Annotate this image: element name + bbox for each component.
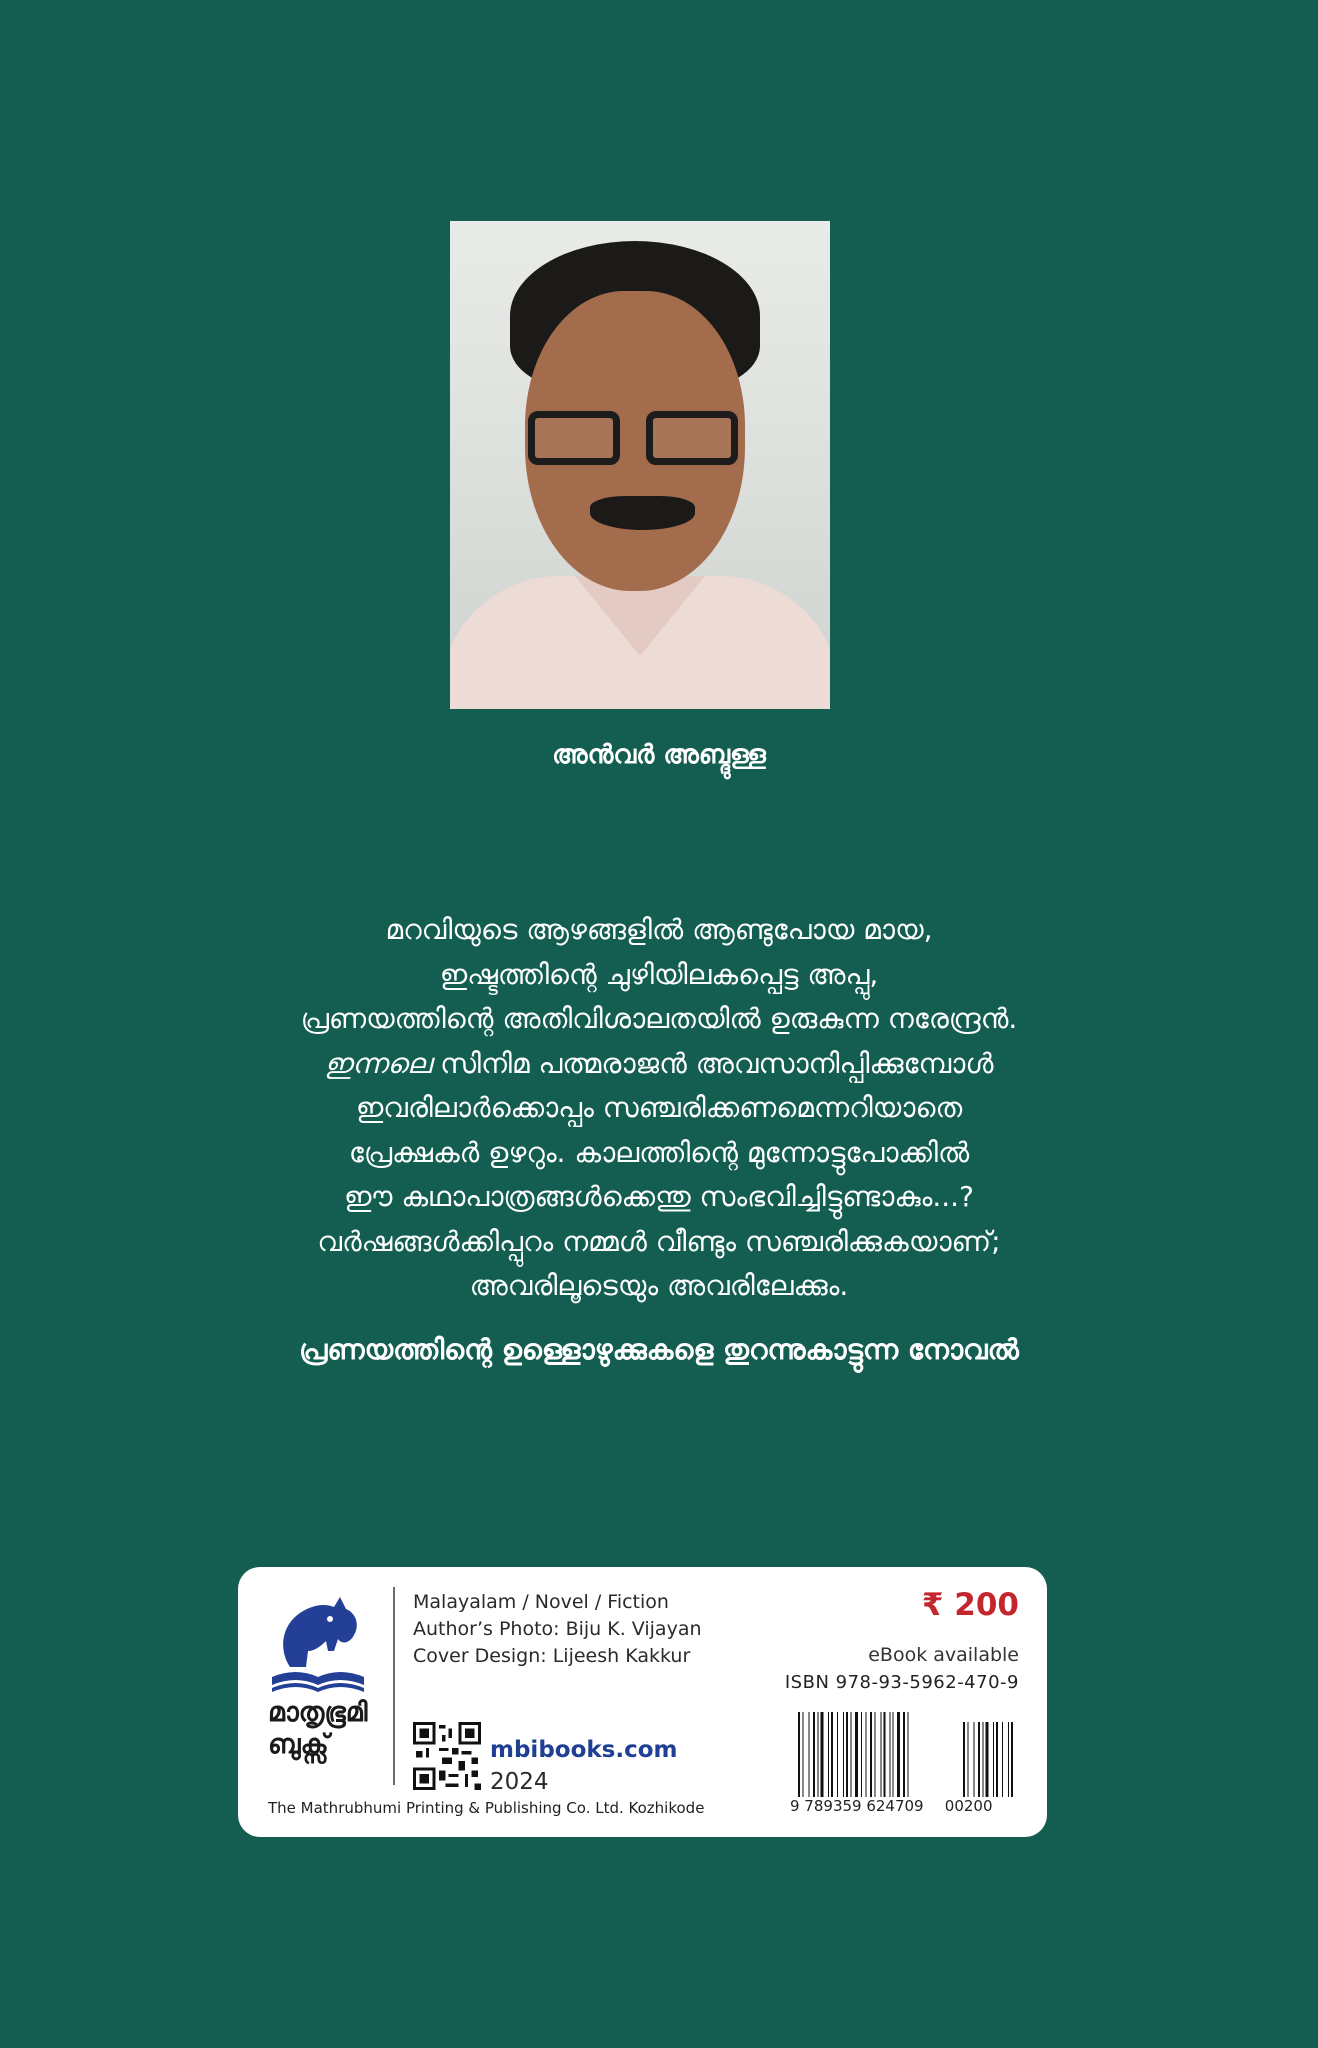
blurb-line: ഈ കഥാപാത്രങ്ങൾക്കെന്തു സംഭവിച്ചിട്ടുണ്ടാകും...? xyxy=(344,1180,974,1213)
price: ₹ 200 xyxy=(921,1587,1019,1623)
logo-line: മാതൃഭൂമി xyxy=(268,1697,368,1728)
barcode-bar xyxy=(875,1712,876,1797)
barcode-bar xyxy=(803,1712,804,1797)
barcode-bar xyxy=(908,1712,909,1797)
barcode-bar xyxy=(897,1712,900,1797)
photo-glasses xyxy=(528,411,748,467)
barcode-bar xyxy=(968,1722,969,1797)
barcode-bar xyxy=(1008,1722,1009,1797)
barcode-bar xyxy=(818,1712,819,1797)
barcode-bar xyxy=(993,1722,994,1797)
barcode-bar xyxy=(798,1712,800,1797)
barcode-bar xyxy=(846,1712,848,1797)
barcode-bar xyxy=(837,1712,838,1797)
blurb xyxy=(0,908,1318,1309)
book-category: Malayalam / Novel / Fiction xyxy=(413,1591,669,1613)
publisher-name: The Mathrubhumi Printing & Publishing Co. Ltd. Kozhikode xyxy=(268,1799,705,1817)
blurb-line: പ്രേക്ഷകർ ഉഴറും. കാലത്തിന്റെ മുന്നോട്ടുപോക്കിൽ xyxy=(348,1135,970,1169)
blurb-line: പ്രണയത്തിന്റെ അതിവിശാലതയിൽ ഉരുകുന്ന നരേന്ദ്രൻ. xyxy=(300,1002,1018,1035)
author-name: അൻവർ അബ്ദുള്ള xyxy=(552,740,766,770)
elephant-book-logo-icon xyxy=(268,1589,368,1699)
barcode-bar xyxy=(843,1712,844,1797)
barcode-bar xyxy=(890,1712,891,1797)
barcode-bar xyxy=(855,1712,858,1797)
barcode-bar xyxy=(870,1712,872,1797)
publisher-panel xyxy=(238,1567,1047,1837)
isbn: ISBN 978-93-5962-470-9 xyxy=(784,1672,1019,1693)
barcode-bar xyxy=(828,1712,829,1797)
blurb-line: ഇവരിലാർക്കൊപ്പം സഞ്ചരിക്കണമെന്നറിയാതെ xyxy=(355,1091,963,1124)
blurb-line-rest: സിനിമ പത്മരാജൻ അവസാനിപ്പിക്കുമ്പോൾ xyxy=(431,1046,994,1080)
barcode-icon xyxy=(798,1712,1018,1797)
barcode-bar xyxy=(974,1722,975,1797)
qr-code-icon[interactable] xyxy=(413,1722,481,1790)
barcode-bar xyxy=(903,1712,905,1797)
barcode-bar xyxy=(996,1722,998,1797)
glasses-lens-right xyxy=(646,411,738,465)
barcode-numbers xyxy=(790,1797,993,1815)
publisher-logo-text xyxy=(268,1697,388,1761)
barcode-bar xyxy=(978,1722,980,1797)
barcode-bar xyxy=(813,1712,815,1797)
barcode-bar xyxy=(983,1722,984,1797)
barcode-bar xyxy=(881,1712,882,1797)
blurb-line xyxy=(0,1042,1318,1087)
barcode-bar xyxy=(866,1712,867,1797)
barcode-bar xyxy=(986,1722,989,1797)
barcode-bar xyxy=(821,1712,824,1797)
blurb-line: ഇഷ്ടത്തിന്റെ ചുഴിയിലകപ്പെട്ട അപ്പു, xyxy=(439,957,879,991)
barcode-bar xyxy=(831,1712,833,1797)
barcode-bar xyxy=(893,1712,894,1797)
blurb-line: അവരിലൂടെയും അവരിലേക്കും. xyxy=(469,1269,849,1302)
glasses-lens-left xyxy=(528,411,620,465)
barcode-bar xyxy=(1011,1722,1013,1797)
ebook-note: eBook available xyxy=(868,1644,1019,1666)
barcode-addon-number: 00200 xyxy=(944,1797,993,1815)
website-link[interactable]: mbibooks.com xyxy=(490,1737,678,1763)
film-title: ഇന്നലെ xyxy=(324,1046,432,1080)
logo-line: ബുക്സ് xyxy=(268,1729,329,1760)
tagline: പ്രണയത്തിന്റെ ഉള്ളൊഴുക്കുകളെ തുറന്നുകാട്ടുന്ന നോവൽ xyxy=(299,1333,1019,1366)
barcode-bar xyxy=(884,1712,886,1797)
publication-year: 2024 xyxy=(490,1769,549,1795)
barcode-main-number: 9 789359 624709 xyxy=(790,1797,924,1815)
author-photo xyxy=(450,221,830,709)
blurb-line: വർഷങ്ങൾക്കിപ്പുറം നമ്മൾ വീണ്ടും സഞ്ചരിക്കുകയാണ്; xyxy=(317,1224,1001,1258)
barcode-bar xyxy=(1002,1722,1003,1797)
book-meta xyxy=(413,1589,702,1670)
barcode-bar xyxy=(963,1722,965,1797)
photo-credit: Author’s Photo: Biju K. Vijayan xyxy=(413,1618,702,1640)
barcode-bar xyxy=(809,1712,810,1797)
cover-credit: Cover Design: Lijeesh Kakkur xyxy=(413,1645,691,1667)
photo-mustache xyxy=(590,496,695,530)
barcode-bar xyxy=(851,1712,852,1797)
panel-divider xyxy=(393,1587,395,1785)
blurb-line: മറവിയുടെ ആഴങ്ങളിൽ ആണ്ടുപോയ മായ, xyxy=(385,913,933,946)
barcode-bar xyxy=(861,1712,862,1797)
